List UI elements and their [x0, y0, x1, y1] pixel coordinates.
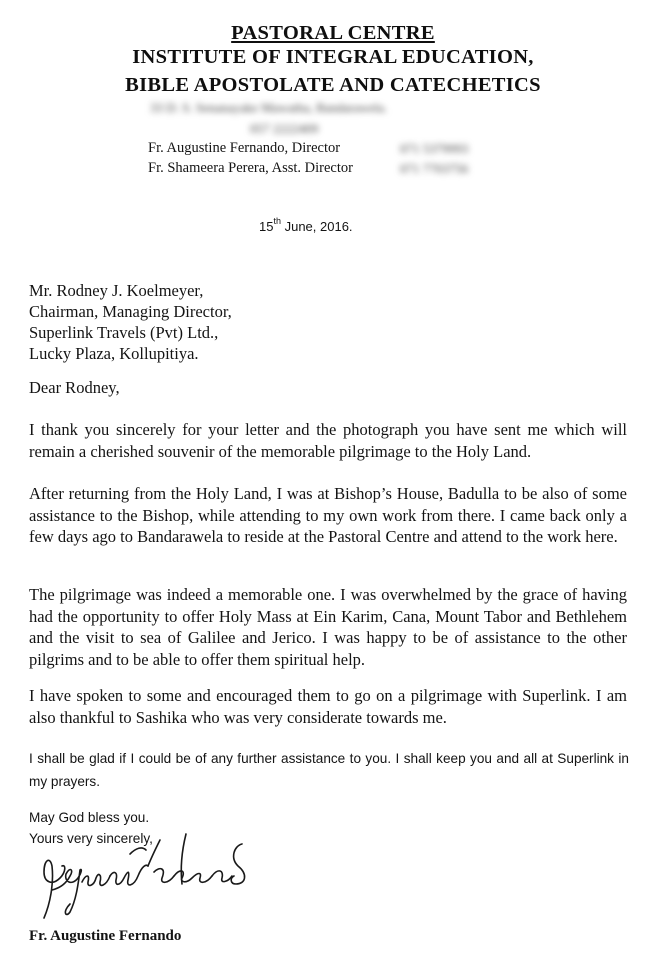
body-paragraph: The pilgrimage was indeed a memorable one. I was overwhelmed by the grace of having had the opportunity to offer Holy Mass at Ein Karim, Cana, Mount Tabor and Bethlehem and the visit to sea of Galilee and Jerico. I was happy to be of assistance to the other pilgrims and to be able to offer them spiritual help. — [29, 585, 627, 669]
director-line: Fr. Augustine Fernando, Director — [148, 140, 341, 156]
salutation: Dear Rodney, — [29, 378, 120, 397]
letterhead-subtitle: INSTITUTE OF INTEGRAL EDUCATION, — [132, 46, 534, 68]
recipient-line: Mr. Rodney J. Koelmeyer, — [29, 281, 204, 300]
signatory-name: Fr. Augustine Fernando — [29, 928, 182, 944]
body-paragraph: I thank you sincerely for your letter and the photograph you have sent me which will remain a cherished souvenir of the memorable pilgrimage to the Holy Land. — [29, 420, 627, 461]
body-paragraph: I have spoken to some and encouraged them to go on a pilgrimage with Superlink. I am also thankful to Sashika who was very considerate towards me. — [29, 686, 627, 727]
asst-director-line: Fr. Shameera Perera, Asst. Director — [148, 160, 353, 176]
redacted-phone: 057 2222409 — [250, 121, 319, 136]
recipient-line: Chairman, Managing Director, — [29, 302, 232, 321]
signoff-line: Yours very sincerely, — [29, 831, 153, 846]
closing-paragraph: I shall be glad if I could be of any further assistance to you. I shall keep you and all at Superlink in my prayers. — [29, 751, 629, 789]
letterhead-subtitle-2: BIBLE APOSTOLATE AND CATECHETICS — [125, 74, 541, 96]
blessing-line: May God bless you. — [29, 810, 150, 825]
recipient-address — [29, 280, 232, 364]
recipient-line: Superlink Travels (Pvt) Ltd., — [29, 323, 219, 342]
redacted-address: 33 D. S. Senanayake Mawatha, Bandarawela. — [150, 100, 388, 115]
redacted-asst-phone: 071 7703756 — [400, 161, 469, 176]
redacted-director-phone: 071 5379993 — [400, 141, 469, 156]
letterhead-title: PASTORAL CENTRE — [231, 22, 435, 44]
body-paragraph: After returning from the Holy Land, I was at Bishop’s House, Badulla to be also of some assistance to the Bishop, while attending to my own work from there. I came back only a few days ago to Bandarawela to reside at the Pastoral Centre and attend to the work here. — [29, 484, 627, 546]
recipient-line: Lucky Plaza, Kollupitiya. — [29, 344, 199, 363]
letter-date: 15th June, 2016. — [259, 216, 353, 234]
handwritten-signature — [30, 826, 265, 926]
